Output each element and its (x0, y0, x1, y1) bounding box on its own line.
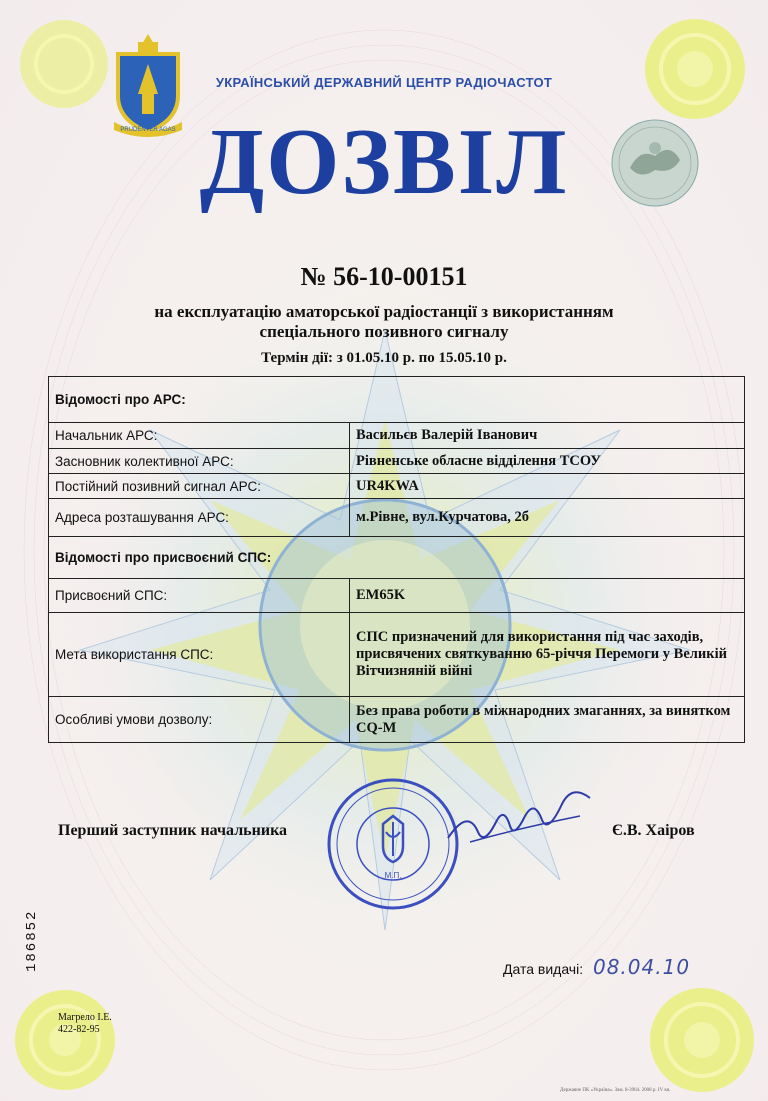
permit-number: № 56-10-00151 (300, 262, 468, 291)
rosette-top-left (14, 14, 114, 114)
print-imprint: Державне ПК «Україна». Зам. 8-3964. 2008 р. IV кв. (560, 1088, 671, 1093)
serial-number (22, 880, 42, 980)
row-label: Начальник АРС: (49, 423, 350, 449)
table-row (49, 474, 745, 499)
signature-icon (440, 790, 600, 860)
emblem-ribbon-text: PRUDENTER AGAS (120, 127, 176, 133)
info-table (48, 376, 745, 743)
section-row (49, 377, 745, 423)
row-value: Без права роботи в міжнародних змаганнях, за винятком CQ-M (350, 697, 745, 743)
issuer-name: УКРАЇНСЬКИЙ ДЕРЖАВНИЙ ЦЕНТР РАДІОЧАСТОТ (215, 75, 553, 90)
section-heading-callsign: Відомості про присвоєний СПС: (49, 537, 745, 579)
permit-subtitle (0, 302, 768, 342)
section-row (49, 537, 745, 579)
row-label: Адреса розташування АРС: (49, 499, 350, 537)
row-value: м.Рівне, вул.Курчатова, 2б (350, 499, 745, 537)
row-label: Постійний позивний сигнал АРС: (49, 474, 350, 499)
table-row (49, 499, 745, 537)
row-value: Рівненське обласне відділення ТСОУ (350, 449, 745, 474)
row-label: Особливі умови дозволу: (49, 697, 350, 743)
seal-mp-text: М.П. (384, 871, 402, 880)
row-label: Засновник колективної АРС: (49, 449, 350, 474)
printer-phone: 422-82-95 (58, 1024, 100, 1035)
issue-date-value: 08.04.10 (592, 955, 691, 979)
table-row (49, 579, 745, 613)
row-label: Присвоєний СПС: (49, 579, 350, 613)
table-row (49, 449, 745, 474)
row-value: EM65K (350, 579, 745, 613)
row-label: Мета використання СПС: (49, 613, 350, 697)
table-row (49, 423, 745, 449)
signer-name: Є.В. Хаіров (612, 822, 695, 839)
row-value: Васильєв Валерій Іванович (350, 423, 745, 449)
rosette-top-right (640, 14, 750, 124)
row-value: UR4KWA (350, 474, 745, 499)
subtitle-line-1: на експлуатацію аматорської радіостанції з використанням (154, 302, 614, 321)
row-value: СПС призначений для використання під час заходів, присвячених святкуванню 65-річчя Перемоги у Великій Вітчизняній війні (350, 613, 745, 697)
section-heading-station: Відомості про АРС: (49, 377, 745, 423)
signer-position: Перший заступник начальника (58, 822, 288, 839)
rosette-bottom-left (10, 985, 120, 1095)
table-row (49, 613, 745, 697)
table-row (49, 697, 745, 743)
subtitle-line-2: спеціального позивного сигналу (259, 322, 509, 341)
document-title: ДОЗВІЛ (199, 110, 569, 214)
printer-name: Магрело І.Е. (58, 1012, 112, 1023)
printer-info (58, 1012, 112, 1036)
serial-number-text: 186852 (24, 909, 40, 972)
issue-date-label: Дата видачі: (503, 961, 584, 977)
validity-period: Термін дії: з 01.05.10 р. по 15.05.10 р. (261, 350, 507, 366)
issue-date (503, 955, 690, 979)
rosette-bottom-right (646, 984, 758, 1096)
